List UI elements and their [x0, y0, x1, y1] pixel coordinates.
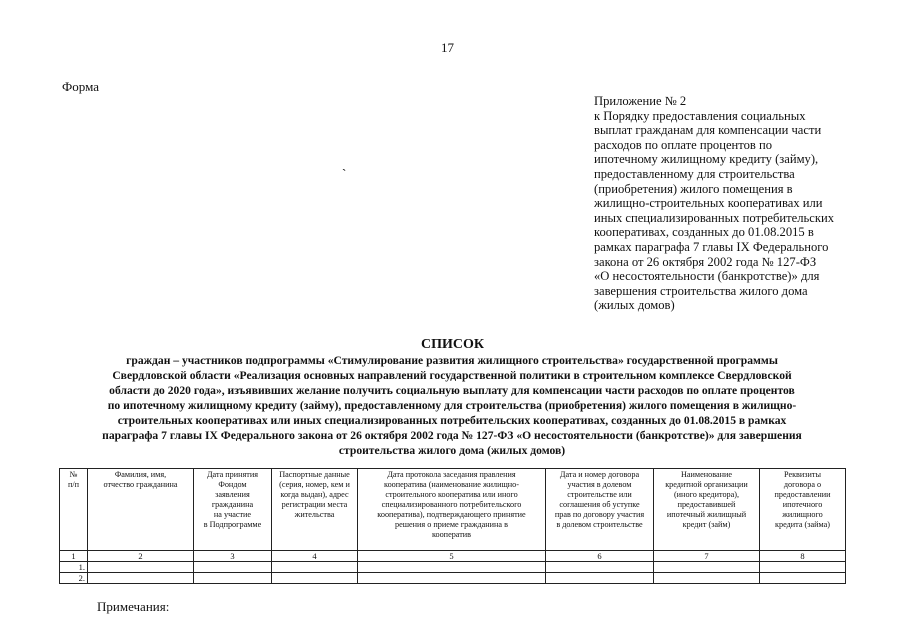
- appendix-line: к Порядку предоставления социальных: [594, 108, 806, 123]
- column-header-line: гражданина: [211, 500, 254, 509]
- appendix-line: предоставленному для строительства: [594, 166, 795, 181]
- table-cell: [88, 562, 194, 573]
- column-header-line: строительного кооператива или иного: [385, 490, 518, 499]
- column-header-line: кредитной организации: [665, 480, 748, 489]
- table-cell: [654, 573, 760, 584]
- column-number: 7: [654, 551, 760, 562]
- column-header-line: Дата протокола заседания правления: [387, 470, 516, 479]
- column-header-line: соглашения об уступке: [559, 500, 640, 509]
- column-header-line: Фондом: [218, 480, 247, 489]
- table-cell: [272, 573, 358, 584]
- column-header-line: решения о приеме гражданина в: [395, 520, 508, 529]
- column-header-line: п/п: [67, 480, 80, 489]
- column-header-line: №: [69, 470, 78, 479]
- column-header-line: (серия, номер, кем и: [279, 480, 350, 489]
- table-row: [60, 573, 846, 584]
- table-cell: [760, 562, 846, 573]
- list-subtitle: [52, 353, 852, 458]
- column-header-line: Дата принятия: [206, 470, 259, 479]
- column-header: [654, 469, 760, 551]
- table-row: [60, 562, 846, 573]
- subtitle-line: области до 2020 года», изъявивших желание получить социальную выплату для компенсации части расходов по оплате процентов: [109, 384, 795, 397]
- table-cell: [358, 573, 546, 584]
- column-number: 3: [194, 551, 272, 562]
- column-header-line: договора о: [783, 480, 822, 489]
- appendix-line: иных специализированных потребительских: [594, 210, 835, 225]
- appendix-line: жилищно-строительных кооперативах или: [594, 196, 823, 211]
- column-header-line: Реквизиты: [784, 470, 821, 479]
- column-header-line: в Подпрограмме: [203, 520, 262, 529]
- subtitle-line: Свердловской области «Реализация основных направлений государственной политики в строительном комплексе Свердловской: [112, 369, 792, 382]
- citizens-table: [59, 468, 846, 584]
- appendix-line: расходов по оплате процентов по: [594, 137, 773, 152]
- column-header-line: на участие: [213, 510, 252, 519]
- notes-label: Примечания:: [97, 599, 170, 614]
- column-header: [760, 469, 846, 551]
- appendix-line: закона от 26 октября 2002 года № 127-ФЗ: [594, 254, 817, 269]
- column-header-line: жилищного: [782, 510, 823, 519]
- appendix-line: ипотечному жилищному кредиту (займу),: [594, 152, 819, 167]
- appendix-line: завершения строительства жилого дома: [594, 283, 808, 298]
- row-number: 2.: [60, 573, 88, 584]
- subtitle-line: параграфа 7 главы IX Федерального закона от 26 октября 2002 года № 127-ФЗ «О несостоятельности (банкротстве)» для завершения: [102, 429, 802, 442]
- appendix-line: (жилых домов): [594, 298, 675, 313]
- column-header-line: когда выдан), адрес: [280, 490, 349, 499]
- column-header: [272, 469, 358, 551]
- column-header-line: кооператива), подтверждающего принятие: [377, 510, 526, 519]
- table-cell: [760, 573, 846, 584]
- column-header-line: кредит (займ): [682, 520, 731, 529]
- table-cell: [546, 573, 654, 584]
- column-header-line: участия в долевом: [567, 480, 632, 489]
- table-header-row: [60, 469, 846, 551]
- column-header-line: жительства: [294, 510, 335, 519]
- column-number: 1: [60, 551, 88, 562]
- column-header-line: специализированного потребительского: [381, 500, 522, 509]
- appendix-line: выплат гражданам для компенсации части: [594, 123, 822, 138]
- appendix-block: [594, 94, 864, 313]
- column-header-line: Фамилия, имя,: [114, 470, 167, 479]
- table-cell: [88, 573, 194, 584]
- table-cell: [272, 562, 358, 573]
- column-header-line: предоставившей: [677, 500, 736, 509]
- column-number: 2: [88, 551, 194, 562]
- column-number-row: [60, 551, 846, 562]
- column-header-line: ипотечный жилищный: [666, 510, 747, 519]
- appendix-line: «О несостоятельности (банкротстве)» для: [594, 269, 820, 284]
- list-title: СПИСОК: [420, 337, 485, 352]
- appendix-line: (приобретения) жилого помещения в: [594, 181, 793, 196]
- column-number: 4: [272, 551, 358, 562]
- table-cell: [654, 562, 760, 573]
- table-cell: [546, 562, 654, 573]
- column-header-line: Паспортные данные: [279, 470, 350, 479]
- stray-mark: `: [342, 166, 347, 181]
- column-number: 5: [358, 551, 546, 562]
- column-header-line: строительстве или: [567, 490, 632, 499]
- table-cell: [358, 562, 546, 573]
- column-header-line: отчество гражданина: [103, 480, 178, 489]
- column-header: [194, 469, 272, 551]
- column-header-line: ипотечного: [782, 500, 823, 509]
- form-label: Форма: [62, 79, 99, 94]
- column-header-line: кооператива (наименование жилищно-: [384, 480, 519, 489]
- subtitle-line: граждан – участников подпрограммы «Стимулирование развития жилищного строительства» государственной программы: [126, 354, 778, 367]
- column-header-line: предоставлении: [774, 490, 831, 499]
- column-header-line: (иного кредитора),: [673, 490, 740, 499]
- column-header: [546, 469, 654, 551]
- subtitle-line: по ипотечному жилищному кредиту (займу), предоставленному для строительства (приобретения) жилого помещения в жилищно-: [107, 399, 797, 412]
- column-header: [60, 469, 88, 551]
- appendix-line: рамках параграфа 7 главы IX Федерального: [594, 239, 829, 254]
- column-number: 8: [760, 551, 846, 562]
- table-cell: [194, 573, 272, 584]
- appendix-line: кооперативах, созданных до 01.08.2015 в: [594, 225, 814, 240]
- column-header-line: в долевом строительстве: [556, 520, 643, 529]
- appendix-line: Приложение № 2: [594, 94, 687, 108]
- column-header-line: Дата и номер договора: [559, 470, 640, 479]
- row-number: 1.: [60, 562, 88, 573]
- column-header-line: прав по договору участия: [554, 510, 645, 519]
- column-header-line: кооператив: [431, 530, 472, 539]
- column-header-line: Наименование: [680, 470, 732, 479]
- page-number: 17: [441, 40, 454, 55]
- column-header-line: регистрации места: [281, 500, 348, 509]
- column-header-line: заявления: [215, 490, 250, 499]
- table-cell: [194, 562, 272, 573]
- column-header: [88, 469, 194, 551]
- subtitle-line: строительства жилого дома (жилых домов): [338, 444, 566, 457]
- column-number: 6: [546, 551, 654, 562]
- column-header-line: кредита (займа): [775, 520, 830, 529]
- column-header: [358, 469, 546, 551]
- subtitle-line: строительных кооперативах или иных специализированных потребительских кооперативах, созданных до 01.08.2015 в рамках: [117, 414, 787, 427]
